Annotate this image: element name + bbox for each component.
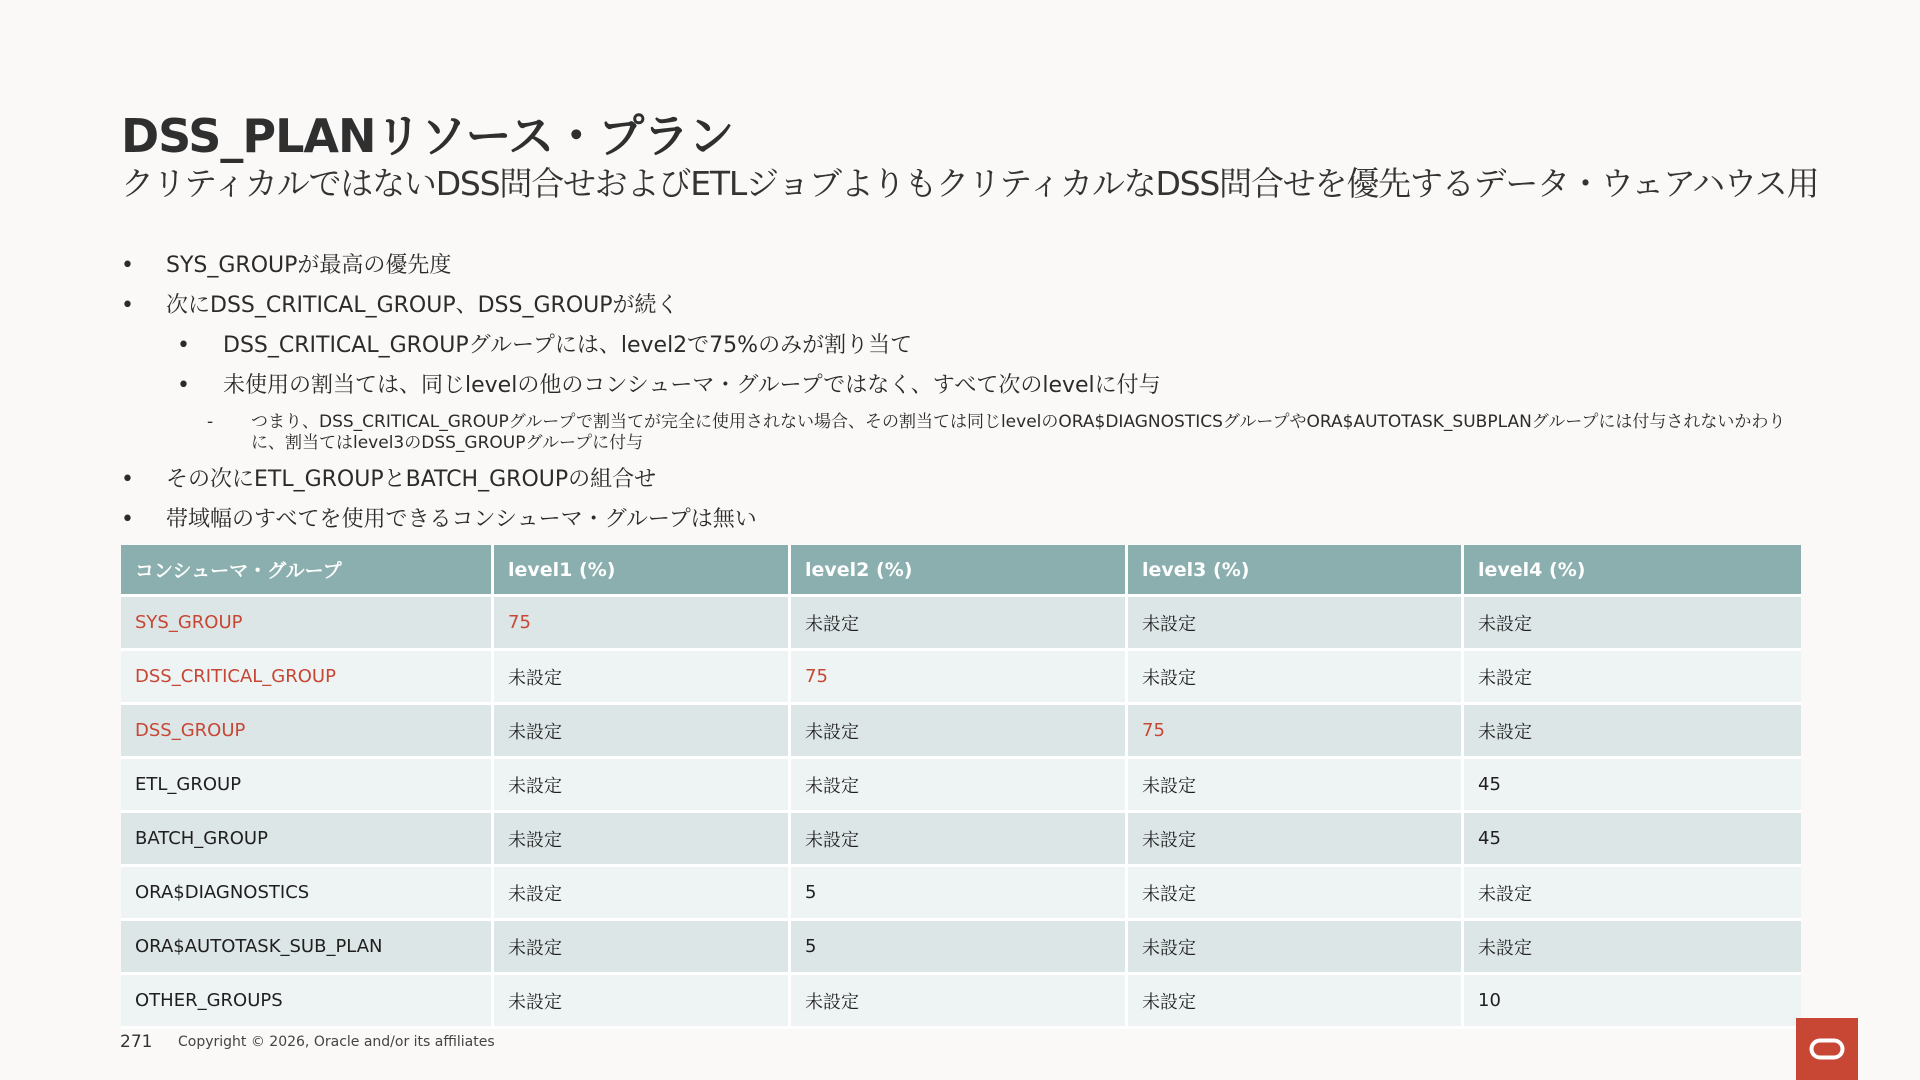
table-cell: 未設定 xyxy=(1128,759,1464,813)
table-cell: 5 xyxy=(791,867,1128,921)
table-row xyxy=(121,651,1801,705)
bullet-text: SYS_GROUPが最高の優先度 xyxy=(166,253,452,278)
table-cell: ETL_GROUP xyxy=(121,759,494,813)
table-cell: 未設定 xyxy=(1464,867,1801,921)
table-cell: 未設定 xyxy=(1128,921,1464,975)
table-cell: 75 xyxy=(791,651,1128,705)
table-cell: SYS_GROUP xyxy=(121,597,494,651)
table-cell: DSS_GROUP xyxy=(121,705,494,759)
table-cell: OTHER_GROUPS xyxy=(121,975,494,1029)
table-cell: 未設定 xyxy=(1128,975,1464,1029)
table-cell: 未設定 xyxy=(494,813,791,867)
table-cell: 未設定 xyxy=(791,759,1128,813)
table-cell: 未設定 xyxy=(1128,651,1464,705)
table-row xyxy=(121,705,1801,759)
sub-bullet-item xyxy=(121,326,1801,366)
column-header: level3 (%) xyxy=(1128,545,1464,597)
bullet-text: DSS_CRITICAL_GROUPグループには、level2で75%のみが割り当て xyxy=(223,333,913,358)
bullet-marker: • xyxy=(177,333,190,358)
table-row xyxy=(121,597,1801,651)
bullet-marker: • xyxy=(121,507,134,532)
table-header-row xyxy=(121,545,1801,597)
table-cell: 未設定 xyxy=(791,705,1128,759)
bullet-marker: • xyxy=(121,467,134,492)
table-cell: 未設定 xyxy=(1128,597,1464,651)
oracle-logo-icon xyxy=(1796,1018,1858,1080)
oracle-logo-shape xyxy=(1809,1038,1845,1060)
bullet-text: 未使用の割当ては、同じlevelの他のコンシューマ・グループではなく、すべて次のlevelに付与 xyxy=(223,373,1161,398)
table-cell: 未設定 xyxy=(791,975,1128,1029)
table-cell: 未設定 xyxy=(494,867,791,921)
dash-marker: - xyxy=(207,412,214,432)
table-cell: 45 xyxy=(1464,759,1801,813)
table-row xyxy=(121,921,1801,975)
column-header: level2 (%) xyxy=(791,545,1128,597)
bullet-list xyxy=(121,246,1801,540)
page-number: 271 xyxy=(120,1032,153,1052)
table-cell: 未設定 xyxy=(1464,651,1801,705)
table-cell: ORA$AUTOTASK_SUB_PLAN xyxy=(121,921,494,975)
column-header: コンシューマ・グループ xyxy=(121,545,494,597)
sub-sub-bullet-item xyxy=(121,406,1791,460)
table-cell: 未設定 xyxy=(1464,921,1801,975)
bullet-item xyxy=(121,500,1801,540)
bullet-text: 帯域幅のすべてを使用できるコンシューマ・グループは無い xyxy=(166,507,757,532)
resource-plan-table xyxy=(121,545,1801,1029)
table-cell: BATCH_GROUP xyxy=(121,813,494,867)
page-title: DSS_PLANリソース・プラン xyxy=(121,109,734,163)
table-cell: 5 xyxy=(791,921,1128,975)
table-cell: 未設定 xyxy=(494,651,791,705)
bullet-item xyxy=(121,460,1801,500)
bullet-marker: • xyxy=(121,253,134,278)
table-row xyxy=(121,867,1801,921)
bullet-item xyxy=(121,246,1801,286)
table-cell: 未設定 xyxy=(1128,867,1464,921)
bullet-item xyxy=(121,286,1801,326)
column-header: level1 (%) xyxy=(494,545,791,597)
table-cell: 未設定 xyxy=(791,813,1128,867)
table-cell: 未設定 xyxy=(494,975,791,1029)
bullet-text: 次にDSS_CRITICAL_GROUP、DSS_GROUPが続く xyxy=(166,293,679,318)
bullet-text: その次にETL_GROUPとBATCH_GROUPの組合せ xyxy=(166,467,657,492)
table-cell: 未設定 xyxy=(494,921,791,975)
column-header: level4 (%) xyxy=(1464,545,1801,597)
table-cell: DSS_CRITICAL_GROUP xyxy=(121,651,494,705)
table-cell: 未設定 xyxy=(791,597,1128,651)
copyright-text: Copyright © 2026, Oracle and/or its affiliates xyxy=(178,1034,495,1050)
table-row xyxy=(121,975,1801,1029)
bullet-marker: • xyxy=(177,373,190,398)
table-cell: 10 xyxy=(1464,975,1801,1029)
table-cell: 未設定 xyxy=(494,759,791,813)
table-cell: 未設定 xyxy=(1464,597,1801,651)
table-cell: ORA$DIAGNOSTICS xyxy=(121,867,494,921)
table-row xyxy=(121,813,1801,867)
table-cell: 未設定 xyxy=(1128,813,1464,867)
table-cell: 45 xyxy=(1464,813,1801,867)
table-cell: 未設定 xyxy=(1464,705,1801,759)
page-subtitle: クリティカルではないDSS問合せおよびETLジョブよりもクリティカルなDSS問合せを優先するデータ・ウェアハウス用 xyxy=(121,164,1819,203)
table-cell: 75 xyxy=(494,597,791,651)
table-row xyxy=(121,759,1801,813)
bullet-marker: • xyxy=(121,293,134,318)
sub-bullet-item xyxy=(121,366,1801,406)
table-cell: 未設定 xyxy=(494,705,791,759)
bullet-text: つまり、DSS_CRITICAL_GROUPグループで割当てが完全に使用されない場合、その割当ては同じlevelのORA$DIAGNOSTICSグループやORA$AUTOTASK_SUBPLANグループには付与されないかわりに、割当てはlevel3のDSS_GROUPグループに付与 xyxy=(251,412,1786,453)
table-cell: 75 xyxy=(1128,705,1464,759)
